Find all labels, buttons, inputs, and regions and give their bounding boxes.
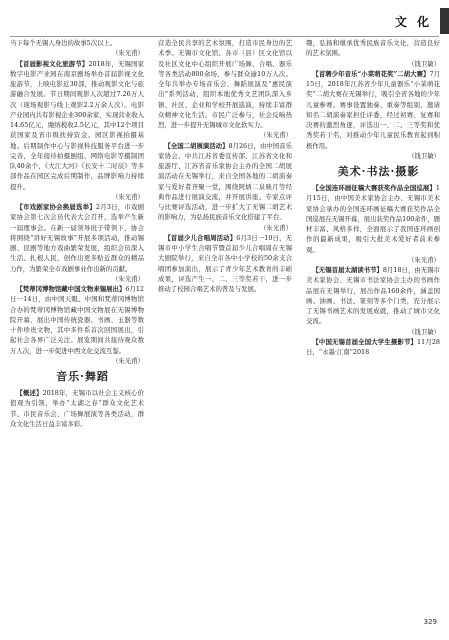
column-3 bbox=[306, 38, 440, 612]
article-body: 2018年，无锡国家数字电影产业园在南京剧场举办首届影视文化旅游节，上映电影近30部，推动观影文化与旅游融合发展。节日期间观影人次超过7.26万人次（现场观影与线上观影2.2万余人次）。电影产业园内共有影视企业300余家，实现营业收入14.65亿元，缴纳税收2.5亿元，其中12个项目获国家及省市级扶持资金。园区影视拍摄基地、后期制作中心与影视科技服务平台进一步完善，全年接待拍摄剧组、网络电影等摄制团队40余个，《大江大河》《长安十二时辰》等多部作品在园区完成后期制作，品牌影响力持续提升。 bbox=[10, 59, 144, 191]
article-body: 11月28日，“水墨·江南”2018 bbox=[306, 337, 440, 356]
paragraph: 营造全民共享的艺术氛围，打造市民身边的艺术季。无锡市文化馆、各市（县）区文化馆以及社区文化中心组织开展广场舞、合唱、器乐等各类活动800余场，参与群众逾10万人次。全年共举办专场音乐会、舞蹈展演及“惠民演出”系列活动，组织本地优秀文艺团队深入乡镇、社区、企业和学校开展巡演，持续丰富群众精神文化生活。市民广泛参与，社会反响热烈，进一步提升无锡城市文化软实力。 bbox=[158, 39, 292, 129]
article-body: 7月15日，2018年江苏省少年儿童器乐“小菜萌花奖”二胡大赛在无锡举行，吸引全省各地的少年儿童参赛。赛事设置独奏、重奏等组别，邀请知名二胡演奏家担任评委，经过初赛、复赛和决赛的激烈角逐，评选出一、二、三等奖和优秀奖若干名，对推动少年儿童民乐教育起到积极作用。 bbox=[306, 69, 440, 150]
header-rule bbox=[10, 36, 439, 37]
author-signature: （钱卫敏） bbox=[408, 327, 440, 336]
article-title: 【首届少儿合唱周活动】 bbox=[164, 233, 237, 242]
article-vatican-exhibition bbox=[10, 284, 144, 356]
article-body: 8月26日，由中国音乐家协会、中共江苏省委宣传部、江苏省文化和旅游厅、江苏省音乐家协会主办的全国二胡展演活动在无锡举行，来自全国各地的二胡演奏家与爱好者齐聚一堂，围绕阿炳二泉映月等经典作品进行展演交流，并开展讲座、专家点评与比赛评选活动，进一步扩大了无锡二胡艺术的影响力，为弘扬民族音乐文化搭建了平台。 bbox=[158, 141, 292, 222]
section-heading-music-dance: 音乐·舞蹈 bbox=[56, 370, 109, 383]
author-signature: （朱光甫） bbox=[112, 192, 144, 201]
article-film-festival bbox=[10, 59, 144, 192]
article-comic-exhibition bbox=[306, 183, 440, 255]
section-heading-art-calligraphy-photo: 美术·书法·摄影 bbox=[337, 165, 420, 178]
author-signature: （钱卫敏） bbox=[408, 151, 440, 160]
column-1 bbox=[10, 38, 144, 612]
article-title: 【中国无锡首届全国大学生摄影节】 bbox=[312, 337, 418, 346]
author-signature: （朱光甫） bbox=[260, 131, 292, 140]
column-2 bbox=[158, 38, 292, 612]
article-children-choir bbox=[158, 233, 292, 295]
article-photo-festival bbox=[306, 337, 440, 358]
article-body: 6月3日一10日，无锡市中小学生合唱节暨首届少儿合唱周在无锡大剧院举行，来自全市各中小学校的50余支合唱团参加演出，展示了青少年艺术教育的丰硕成果，评选产生一、二、三等奖若干，进一步推动了校园合唱艺术的普及与发展。 bbox=[158, 233, 292, 293]
article-title: 【无锡首届太湖读书节】 bbox=[312, 266, 383, 274]
article-title: 【市戏剧家协会换届选举】 bbox=[16, 203, 96, 211]
paragraph: 趣，弘扬和继承优秀民族音乐文化，营造良好的艺术氛围。 bbox=[306, 39, 440, 58]
article-music-overview bbox=[10, 388, 144, 429]
page-number: 329 bbox=[423, 618, 437, 626]
author-signature: （朱光甫） bbox=[260, 223, 292, 232]
page-header bbox=[395, 8, 449, 34]
author-signature: （朱光甫） bbox=[408, 255, 440, 264]
article-title: 【全国二胡展演活动】 bbox=[164, 141, 229, 150]
article-drama-association bbox=[10, 202, 144, 274]
author-signature: （朱光甫） bbox=[112, 274, 144, 283]
article-body: 6月12日一14日，由中国天眼、中国和梵蒂冈博物馆合办的梵蒂冈博物馆藏中国文物展在无锡博物院开幕，展出中国传统瓷器、书画、玉器等数十件珍贵文物，其中多件系首次回国展出，引起社会各界广泛关注。展览期间共接待观众数万人次，进一步促进中西文化交流互鉴。 bbox=[10, 285, 144, 355]
author-signature: （钱卫敏） bbox=[408, 59, 440, 68]
article-title: 【梵蒂冈博物馆藏中国文物来锡展出】 bbox=[16, 285, 126, 293]
article-body: 1月15日，由中国美术家协会主办、无锡市美术家协会承办的全国连环画征稿大赛获奖作品全国巡展在无锡开幕，展出获奖作品100余件，题材丰富、风格多样，全面展示了我国连环画创作的最新成果，吸引大批美术爱好者前来参观。 bbox=[306, 184, 440, 254]
paragraph: 当下每个无锡人身边的故事5次以上。 bbox=[10, 39, 117, 47]
article-erhu-showcase bbox=[158, 141, 292, 223]
article-body: 2018年，无锡市以社会主义核心价值观为引领，举办“太湖之春”群众文化艺术节、市民音乐会、广场舞展演等各类活动，群众文化生活日益丰富多彩。 bbox=[10, 389, 144, 428]
article-title: 【全国连环画征稿大赛获奖作品全国巡展】 bbox=[312, 184, 436, 192]
article-erhu-competition bbox=[306, 69, 440, 151]
article-title: 【概述】 bbox=[16, 389, 43, 397]
header-bar-decoration bbox=[440, 8, 449, 34]
article-title: 【首聘少年音乐“小菜萌花奖”二胡大赛】 bbox=[312, 69, 430, 78]
author-signature: （朱光甫） bbox=[112, 356, 144, 365]
article-reading-festival bbox=[306, 265, 440, 327]
article-title: 【首届影视文化旅游节】 bbox=[16, 59, 89, 68]
section-header-title: 文 化 bbox=[394, 14, 432, 29]
article-body: 2月3日，市戏剧家协会第七次会员代表大会召开，选举产生新一届理事会。在新一届领导班子带领下，协会将围绕“讲好无锡故事”开展多项活动，推动锡剧、昆剧等地方戏曲繁荣发展，组织会员深入生活、扎根人民，创作出更多贴近群众的精品力作，为繁荣全市戏剧事业作出新的贡献。 bbox=[10, 203, 144, 273]
article-body: 8月18日，由无锡市美术家协会、无锡市书法家协会主办的书画作品展在无锡举行，展出作品160余件，涵盖国画、油画、书法、篆刻等多个门类，充分展示了无锡书画艺术的发展成就，推动了城市文化交流。 bbox=[306, 266, 440, 326]
author-signature: （朱光甫） bbox=[112, 49, 144, 58]
